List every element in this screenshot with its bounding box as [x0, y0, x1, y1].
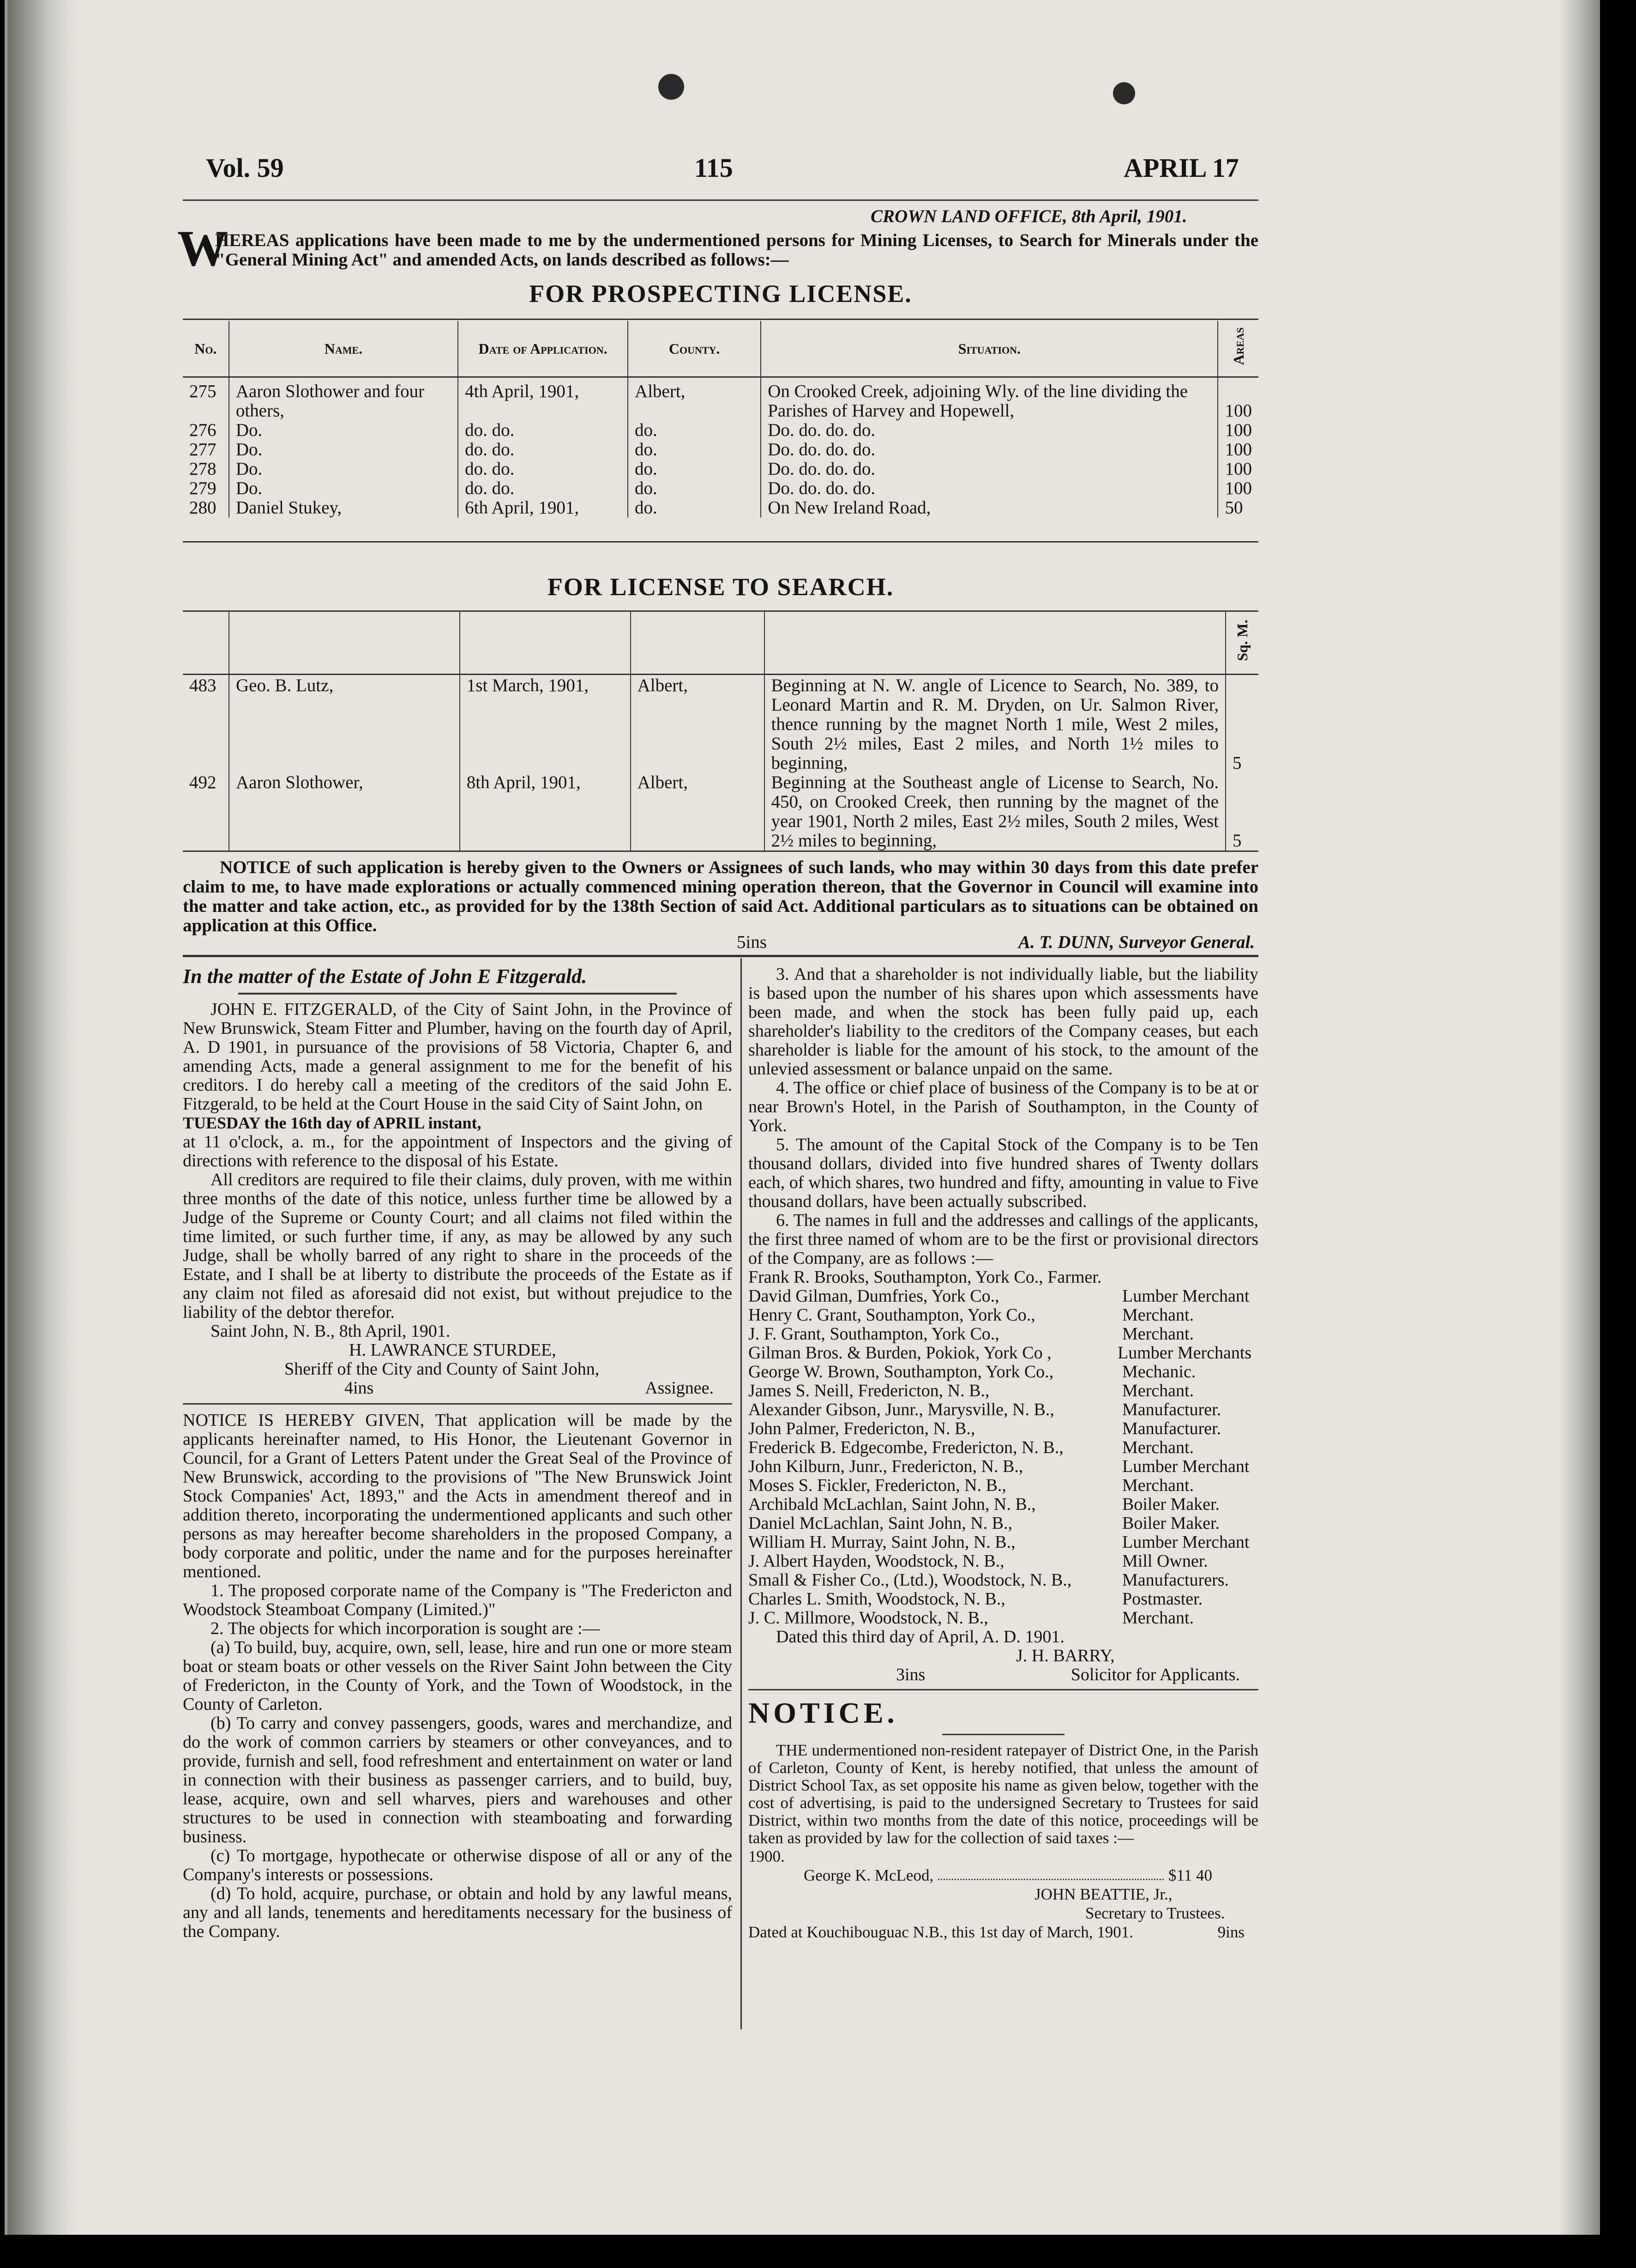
table-row: 278 Do. do. do. do. Do. do. do. do. 100	[183, 459, 1258, 479]
estate-paragraph: All creditors are required to file their claims, duly proven, with me within three months of the date of this notice, unless further time be allowed by a Judge of the Supreme or County Court; and all claims not filed within the time limited, or such further time, if any, as may be allowed by any such Judge, shall be wholly barred of any right to share in the proceeds of the Estate, and I shall be at liberty to distribute the proceeds of the Estate as if any claim not filed as aforesaid did not exist, but without prejudice to the liability of the debtor therefor.	[183, 1170, 732, 1322]
list-item: Archibald McLachlan, Saint John, N. B., Boiler Maker.	[748, 1495, 1220, 1514]
estate-paragraph: at 11 o'clock, a. m., for the appointment of Inspectors and the giving of directions with reference to the disposal of his Estate.	[183, 1132, 732, 1170]
estate-meeting: TUESDAY the 16th day of APRIL instant,	[183, 1114, 481, 1132]
table-rule	[183, 319, 1258, 320]
list-item: William H. Murray, Saint John, N. B., Lumber Merchant	[748, 1532, 1250, 1552]
company-paragraph: 2. The objects for which incorporation is sought are :—	[211, 1619, 600, 1638]
col-areas: Areas	[1230, 327, 1247, 365]
company-paragraph: (d) To hold, acquire, purchase, or obtain and hold by any lawful means, any and all lands, tenements and hereditaments necessary for the business of the Company.	[183, 1884, 732, 1941]
table-row: 277 Do. do. do. do. Do. do. do. do. 100	[183, 440, 1258, 459]
ratepayer-name: George K. McLeod,	[804, 1866, 934, 1884]
notice-signer: JOHN BEATTIE, Jr.,	[1035, 1885, 1173, 1903]
list-item: John Kilburn, Junr., Fredericton, N. B., Lumber Merchant	[748, 1457, 1250, 1476]
estate-paragraph: JOHN E. FITZGERALD, of the City of Saint John, in the Province of New Brunswick, Steam Fitter and Plumber, having on the fourth day of April, A. D 1901, in pursuance of the provisions of 58 Victoria, Chapter 6, and amending Acts, made a general assignment to me for the benefit of his creditors. I do hereby call a meeting of the creditors of the said John E. Fitzgerald, to be held at the Court House in the said City of Saint John, on	[183, 1000, 732, 1114]
binding-shadow	[7, 0, 77, 2235]
company-paragraph: (b) To carry and convey passengers, goods, wares and merchandize, and do the work of common carriers by steamers or other conveyances, and to provide, furnish and sell, food refreshment and entertainment on water or land in connection with their business as passenger carriers, and to build, buy, lease, acquire, own and sell wharves, piers and warehouses and other structures to be used in connection with steamboating and forwarding business.	[183, 1713, 732, 1846]
list-item: J. C. Millmore, Woodstock, N. B., Merchant.	[748, 1608, 1194, 1628]
list-item: Frank R. Brooks, Southampton, York Co., Farmer.	[748, 1267, 1102, 1287]
estate-assignee: Assignee.	[645, 1378, 714, 1398]
table-header-row	[183, 321, 1258, 377]
list-item: Charles L. Smith, Woodstock, N. B., Postmaster.	[748, 1589, 1203, 1609]
list-item: James S. Neill, Fredericton, N. B., Merchant.	[748, 1381, 1194, 1400]
office-dateline: CROWN LAND OFFICE, 8th April, 1901.	[871, 206, 1187, 226]
list-item: George W. Brown, Southampton, York Co., Mechanic.	[748, 1362, 1196, 1381]
table-rule	[183, 850, 1258, 852]
notice-signer-role: Secretary to Trustees.	[1085, 1904, 1225, 1922]
table-row: 279 Do. do. do. do. Do. do. do. do. 100	[183, 479, 1258, 498]
table-rule	[183, 541, 1258, 543]
page-number: 115	[694, 153, 733, 183]
notice-year: 1900.	[748, 1847, 785, 1865]
list-item: David Gilman, Dumfries, York Co., Lumber Merchant	[748, 1286, 1250, 1306]
binding-hole	[658, 74, 684, 100]
estate-signer: H. LAWRANCE STURDEE,	[349, 1340, 556, 1360]
notice-title: NOTICE.	[748, 1696, 898, 1729]
prospecting-title: FOR PROSPECTING LICENSE.	[529, 280, 912, 308]
company-paragraph: 5. The amount of the Capital Stock of the Company is to be Ten thousand dollars, divided into five hundred shares of Twenty dollars each, of which shares, two hundred and fifty, amounting in value to Five thousand dollars, have been actually subscribed.	[748, 1135, 1258, 1211]
applicant-list	[748, 1268, 1258, 1628]
col-date: Date of Application.	[458, 321, 628, 377]
col-no: No.	[183, 321, 229, 377]
prospecting-table	[183, 321, 1258, 518]
company-paragraph: (c) To mortgage, hypothecate or otherwise dispose of all or any of the Company's interests or possessions.	[183, 1846, 732, 1884]
insertion-count: 5ins	[737, 932, 767, 952]
search-title: FOR LICENSE TO SEARCH.	[547, 573, 894, 601]
company-paragraph: 6. The names in full and the addresses and callings of the applicants, the first three named of whom are to be the first or provisional directors of the Company, are as follows :—	[748, 1211, 1258, 1268]
issue-date: APRIL 17	[1124, 153, 1239, 183]
company-signer-role: Solicitor for Applicants.	[1071, 1665, 1240, 1684]
list-item: J. Albert Hayden, Woodstock, N. B., Mill Owner.	[748, 1551, 1208, 1571]
list-item: Small & Fisher Co., (Ltd.), Woodstock, N. B., Manufacturers.	[748, 1570, 1229, 1590]
column-rule	[740, 958, 742, 2029]
col-sq-m: Sq. M.	[1233, 620, 1251, 662]
table-row: 276 Do. do. do. do. Do. do. do. do. 100	[183, 421, 1258, 440]
company-paragraph: NOTICE IS HEREBY GIVEN, That application will be made by the applicants hereinafter named, to His Honor, the Lieutenant Governor in Council, for a Grant of Letters Patent under the Great Seal of the Province of New Brunswick, according to the provisions of "The New Brunswick Joint Stock Companies' Act, 1893," and the Acts in amendment thereof and in addition thereto, incorporating the undermentioned applicants and such other persons as may hereafter become shareholders in the proposed Company, a body corporate and politic, under the name and for the purposes hereinafter mentioned.	[183, 1411, 732, 1581]
company-paragraph: 3. And that a shareholder is not individually liable, but the liability is based upon the number of his shares upon which assessments have been made, and when the stock has been fully paid up, each shareholder's liability to the creditors of the Company ceases, but each shareholder is liable for the amount of his stock, to the amount of the unlevied assessment or balance unpaid on the same.	[748, 965, 1258, 1079]
search-notice: NOTICE of such application is hereby given to the Owners or Assignees of such lands, who may within 30 days from this date prefer claim to me, to have made explorations or actually commenced mining operation thereon, that the Governor in Council will examine into the matter and take action, etc., as provided for by the 138th Section of said Act. Additional particulars as to situations can be obtained on application at this Office.	[183, 857, 1258, 935]
list-item: Gilman Bros. & Burden, Pokiok, York Co , Lumber Merchants	[748, 1343, 1252, 1363]
surveyor-signature: A. T. DUNN, Surveyor General.	[1018, 932, 1255, 952]
insertion-count: 3ins	[896, 1665, 926, 1684]
tax-amount: $11 40	[1168, 1866, 1212, 1884]
list-item: Daniel McLachlan, Saint John, N. B., Boiler Maker.	[748, 1514, 1220, 1533]
binding-hole	[1113, 82, 1135, 104]
insertion-count: 4ins	[344, 1378, 374, 1398]
page-edge	[1558, 0, 1600, 2235]
table-row: 492 Aaron Slothower, 8th April, 1901, Albert, Beginning at the Southeast angle of License to Search, No. 450, on Crooked Creek, then running by the magnet of the year 1901, North 2 miles, East 2½ miles, South 2 miles, West 2½ miles to beginning, 5	[183, 773, 1258, 850]
search-table	[183, 612, 1258, 850]
left-column	[183, 965, 732, 1941]
company-signer: J. H. BARRY,	[1016, 1646, 1115, 1665]
col-name: Name.	[229, 321, 458, 377]
insertion-count: 9ins	[1217, 1923, 1245, 1941]
list-item: Frederick B. Edgecombe, Fredericton, N. B., Merchant.	[748, 1438, 1194, 1457]
list-item	[748, 1866, 1258, 1885]
estate-dateline: Saint John, N. B., 8th April, 1901.	[211, 1321, 451, 1341]
table-row: 275 Aaron Slothower and four others, 4th April, 1901, Albert, On Crooked Creek, adjoining Wly. of the line dividing the Parishes of Harvey and Hopewell, 100	[183, 382, 1258, 421]
list-item: Alexander Gibson, Junr., Marysville, N. B., Manufacturer.	[748, 1400, 1221, 1419]
drop-cap: W	[177, 220, 228, 277]
table-row: 483 Geo. B. Lutz, 1st March, 1901, Albert, Beginning at N. W. angle of Licence to Search, No. 389, to Leonard Martin and R. M. Dryden, on Ur. Salmon River, thence running by the magnet North 1 mile, West 2 miles, South 2½ miles, East 2 miles, and North 1½ miles to beginning, 5	[183, 676, 1258, 773]
company-paragraph: (a) To build, buy, acquire, own, sell, lease, hire and run one or more steam boat or steam boats or other vessels on the River Saint John between the City of Fredericton, in the County of York, and the Town of Woodstock, in the County of Carleton.	[183, 1638, 732, 1714]
list-item: Henry C. Grant, Southampton, York Co., Merchant.	[748, 1305, 1194, 1325]
estate-title: In the matter of the Estate of John E Fitzgerald.	[183, 965, 587, 988]
table-row: 280 Daniel Stukey, 6th April, 1901, do. On New Ireland Road, 50	[183, 498, 1258, 518]
header-rule	[183, 199, 1258, 201]
list-item: J. F. Grant, Southampton, York Co., Merchant.	[748, 1324, 1194, 1344]
section-rule	[183, 955, 1258, 957]
col-county: County.	[628, 321, 761, 377]
right-column	[748, 965, 1258, 1942]
list-item: John Palmer, Fredericton, N. B., Manufacturer.	[748, 1419, 1221, 1438]
estate-signer-role: Sheriff of the City and County of Saint John,	[284, 1359, 600, 1379]
newspaper-page	[5, 0, 1600, 2235]
company-dated: Dated this third day of April, A. D. 1901.	[776, 1627, 1065, 1647]
list-item: Moses S. Fickler, Fredericton, N. B., Merchant.	[748, 1476, 1194, 1495]
company-paragraph: 1. The proposed corporate name of the Company is "The Fredericton and Woodstock Steamboat Company (Limited.)"	[183, 1581, 732, 1619]
company-paragraph: 4. The office or chief place of business of the Company is to be at or near Brown's Hotel, in the Parish of Southampton, in the County of York.	[748, 1078, 1258, 1135]
intro-text: HEREAS applications have been made to me by the undermentioned persons for Mining Licenses, to Search for Minerals under the "General Mining Act" and amended Acts, on lands described as follows:—	[215, 230, 1258, 270]
notice-dated: Dated at Kouchibouguac N.B., this 1st day of March, 1901.	[748, 1923, 1134, 1941]
volume-number: Vol. 59	[206, 153, 284, 183]
notice-body: THE undermentioned non-resident ratepayer of District One, in the Parish of Carleton, County of Kent, is hereby notified, that unless the amount of District School Tax, as set opposite his name as given below, together with the cost of advertising, is paid to the undersigned Secretary to Trustees for said District, within two months from the date of this notice, proceedings will be taken as provided by law for the collection of said taxes :—	[748, 1741, 1258, 1847]
col-situation: Situation.	[761, 321, 1218, 377]
